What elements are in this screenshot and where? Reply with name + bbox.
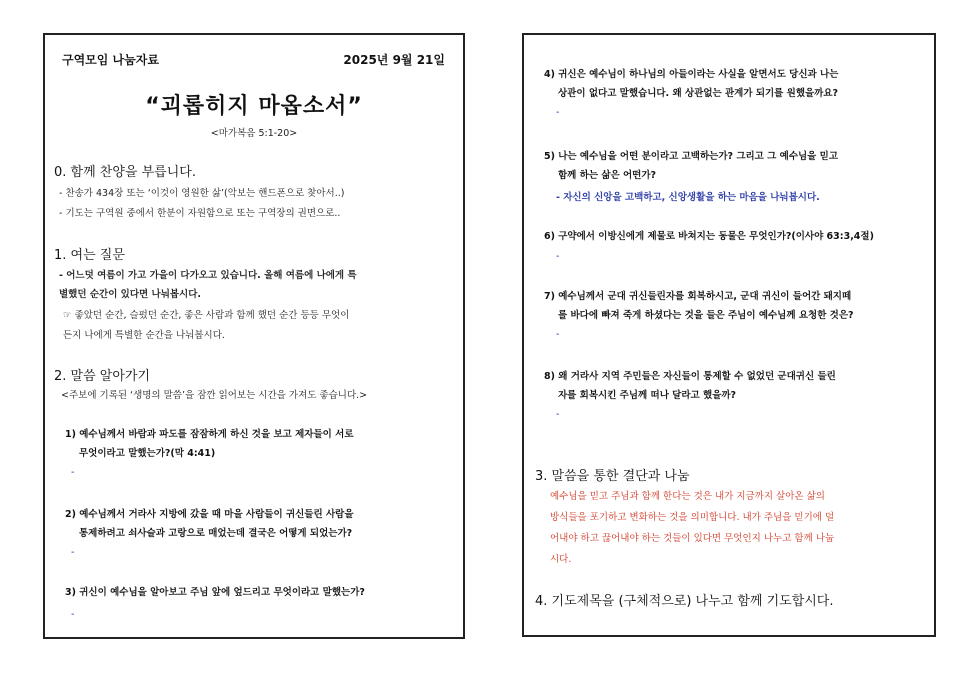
answer-dash: - — [556, 107, 560, 118]
section1-question: 별했던 순간이 있다면 나눠봅시다. — [59, 289, 202, 300]
question-5-answer: - 자신의 신앙을 고백하고, 신앙생활을 하는 마음을 나눠봅시다. — [556, 192, 820, 203]
question-7-line: 를 바다에 빠져 죽게 하셨다는 것을 들은 주님이 예수님께 요청한 것은? — [558, 310, 854, 321]
section1-hint: 든지 나에게 특별한 순간을 나눠봅시다. — [63, 330, 225, 341]
question-4-line: 4) 귀신은 예수님이 하나님의 아들이라는 사실을 알면서도 당신과 나는 — [544, 69, 839, 80]
section0-line: - 찬송가 434장 또는 ‘이것이 영원한 삶’(악보는 핸드폰으로 찾아서..) — [59, 188, 345, 199]
question-8-line: 자를 회복시킨 주님께 떠나 달라고 했을까? — [558, 390, 737, 401]
answer-dash: - — [71, 609, 75, 620]
header-group-label: 구역모임 나눔자료 — [62, 53, 159, 67]
question-1-line: 무엇이라고 말했는가?(막 4:41) — [79, 448, 216, 459]
section3-line: 어내야 하고 끊어내야 하는 것들이 있다면 무엇인지 나누고 함께 나눕 — [550, 533, 835, 544]
question-1-line: 1) 예수님께서 바람과 파도를 잠잠하게 하신 것을 보고 제자들이 서로 — [65, 429, 354, 440]
scripture-reference: <마가복음 5:1-20> — [210, 128, 298, 139]
right-page — [522, 33, 936, 637]
section1-heading: 1. 여는 질문 — [54, 248, 125, 263]
question-5 — [544, 147, 838, 185]
section2-note: <주보에 기록된 ‘생명의 말씀’을 잠깐 읽어보는 시간을 가져도 좋습니다.> — [61, 390, 368, 401]
section1-question: - 어느덧 여름이 가고 가을이 다가오고 있습니다. 올해 여름에 나에게 특 — [59, 270, 357, 281]
question-1 — [65, 425, 354, 463]
section3-line: 예수님을 믿고 주님과 함께 한다는 것은 내가 지금까지 살아온 삶의 — [550, 491, 825, 502]
section0-line: - 기도는 구역원 중에서 한분이 자원함으로 또는 구역장의 권면으로.. — [59, 208, 341, 219]
question-2-line: 통제하려고 쇠사슬과 고랑으로 매었는데 결국은 어떻게 되었는가? — [79, 528, 353, 539]
section3-body — [550, 486, 834, 570]
answer-dash: - — [556, 251, 560, 262]
section3-line: 방식들을 포기하고 변화하는 것을 의미합니다. 내가 주님을 믿기에 덜 — [550, 512, 835, 523]
question-3 — [65, 583, 365, 602]
answer-dash: - — [71, 467, 75, 478]
answer-dash: - — [71, 547, 75, 558]
question-4 — [544, 65, 838, 103]
answer-dash: - — [556, 329, 560, 340]
question-4-line: 상관이 없다고 말했습니다. 왜 상관없는 관계가 되기를 원했을까요? — [558, 88, 839, 99]
question-7-line: 7) 예수님께서 군대 귀신들린자를 회복하시고, 군대 귀신이 들어간 돼지떼 — [544, 291, 852, 302]
left-page — [43, 33, 465, 639]
section0-heading: 0. 함께 찬양을 부릅니다. — [54, 165, 196, 180]
section1-hint: ☞ 좋았던 순간, 슬펐던 순간, 좋은 사람과 함께 했던 순간 등등 무엇이 — [63, 310, 350, 321]
question-5-line: 함께 하는 삶은 어떤가? — [558, 170, 657, 181]
question-6-line: 6) 구약에서 이방신에게 제물로 바쳐지는 동물은 무엇인가?(이사야 63:3,4절) — [544, 231, 874, 242]
question-2 — [65, 505, 354, 543]
question-3-line: 3) 귀신이 예수님을 알아보고 주님 앞에 엎드리고 무엇이라고 말했는가? — [65, 587, 365, 598]
section2-heading: 2. 말씀 알아가기 — [54, 369, 151, 384]
section3-line: 시다. — [550, 554, 572, 565]
question-8-line: 8) 왜 거라사 지역 주민들은 자신들이 통제할 수 없었던 군대귀신 들린 — [544, 371, 836, 382]
question-7 — [544, 287, 854, 325]
question-8 — [544, 367, 836, 405]
answer-dash: - — [556, 409, 560, 420]
section4-heading: 4. 기도제목을 (구체적으로) 나누고 함께 기도합시다. — [535, 594, 834, 609]
header-date: 2025년 9월 21일 — [343, 53, 445, 67]
question-5-line: 5) 나는 예수님을 어떤 분이라고 고백하는가? 그리고 그 예수님을 믿고 — [544, 151, 839, 162]
section3-heading: 3. 말씀을 통한 결단과 나눔 — [535, 469, 690, 484]
page-title: “괴롭히지 마옵소서” — [145, 94, 363, 119]
question-2-line: 2) 예수님께서 거라사 지방에 갔을 때 마을 사람들이 귀신들린 사람을 — [65, 509, 354, 520]
question-6 — [544, 227, 874, 246]
